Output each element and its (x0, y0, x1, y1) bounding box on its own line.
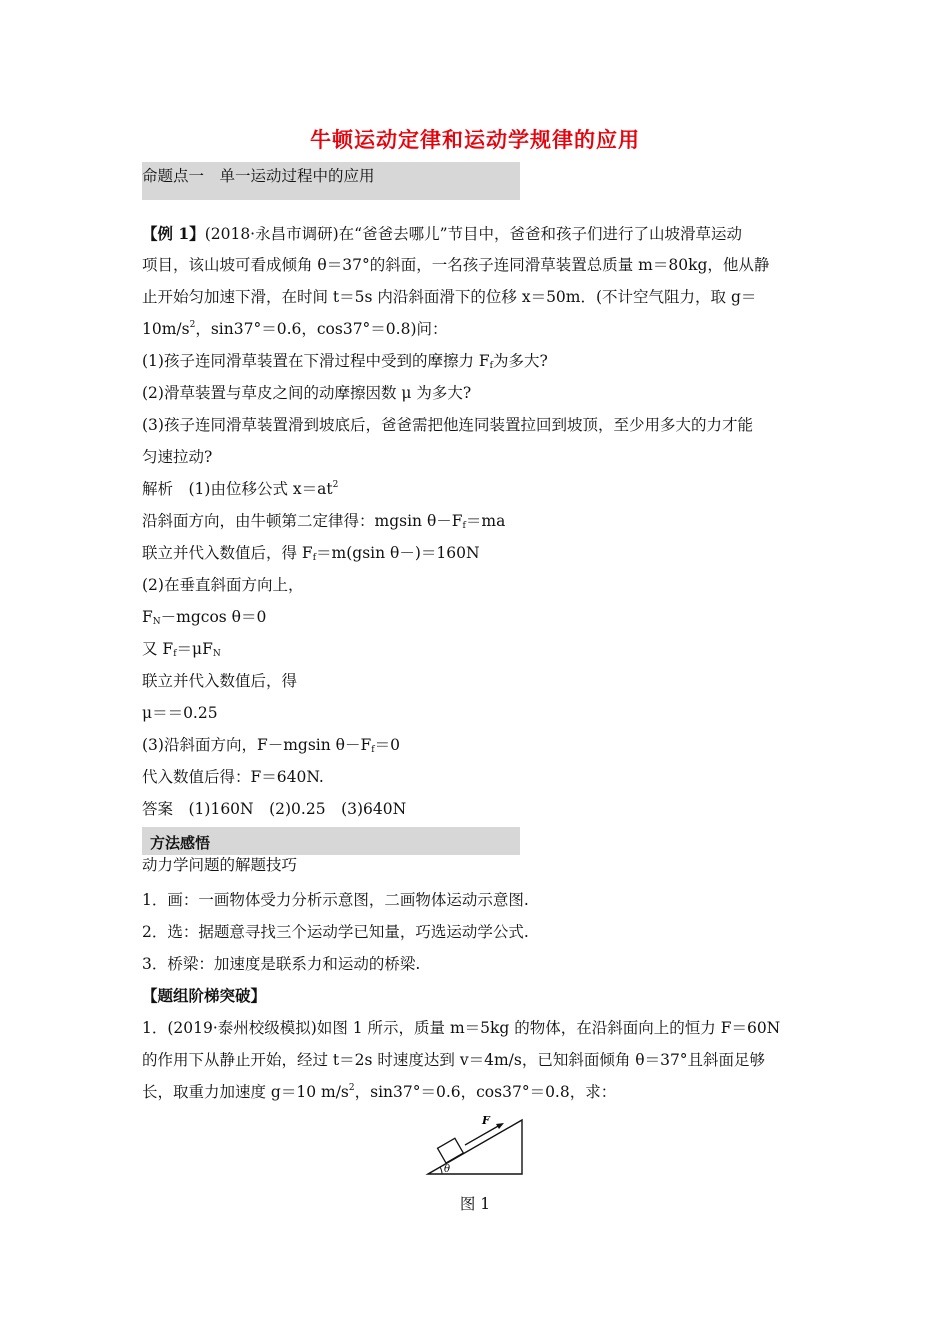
force-arrow-head (496, 1123, 504, 1129)
answer-line: 答案 (1)160N (2)0.25 (3)640N (142, 800, 407, 818)
force-label: F (482, 1114, 490, 1127)
problem-line-3: 长，取重力加速度 g＝10 $m/s^2$，sin37°＝0.6，cos37°＝0.8，求： (142, 1083, 617, 1101)
section-header-bar (142, 162, 520, 200)
solution-line-5: $F_N-mgcos$ θ＝0 (142, 608, 267, 627)
incline-figure (424, 1108, 534, 1178)
angle-label: θ (444, 1164, 451, 1175)
method-heading: 方法感悟 (150, 834, 211, 852)
block-on-incline (438, 1138, 464, 1163)
solution-line-1: 解析 (1)由位移公式 $x=at^2$ (142, 480, 339, 498)
question-2: (2)滑草装置与草皮之间的动摩擦因数 μ 为多大? (142, 384, 472, 402)
question-3-cont: 匀速拉动? (142, 448, 213, 466)
example-line-1: 【例 1】(2018·永昌市调研)在“爸爸去哪儿”节目中，爸爸和孩子们进行了山坡滑草运动 (142, 224, 743, 243)
ladder-heading: 【题组阶梯突破】 (142, 986, 267, 1005)
method-subheading: 动力学问题的解题技巧 (142, 856, 298, 874)
question-3: (3)孩子连同滑草装置滑到坡底后，爸爸需把他连同装置拉回到坡顶，至少用多大的力才能 (142, 416, 753, 434)
solution-line-6: 又 $F_f=\mu F_N$ (142, 640, 221, 659)
problem-line-2: 的作用下从静止开始，经过 t＝2s 时速度达到 v＝4m/s，已知斜面倾角 θ＝37°且斜面足够 (142, 1051, 766, 1069)
solution-line-7: 联立并代入数值后，得 (142, 672, 298, 690)
solution-line-9: (3)沿斜面方向，F－mgsin $\theta-F_f=0$ (142, 736, 400, 755)
angle-arc (440, 1167, 442, 1174)
method-item-3: 3．桥梁：加速度是联系力和运动的桥梁. (142, 955, 421, 973)
example-line-3: 止开始匀加速下滑，在时间 t＝5s 内沿斜面滑下的位移 x＝50m．(不计空气阻力，取 g＝ (142, 288, 757, 306)
method-heading-bar (142, 827, 520, 855)
figure-caption: 图 1 (459, 1195, 491, 1213)
example-line-2: 项目，该山坡可看成倾角 θ＝37°的斜面，一名孩子连同滑草装置总质量 m＝80kg，他从静 (142, 256, 770, 274)
method-item-2: 2．选：据题意寻找三个运动学已知量，巧选运动学公式. (142, 923, 529, 941)
page-title: 牛顿运动定律和运动学规律的应用 (310, 127, 640, 152)
example-line-4: $10m/s^2$，sin37°＝0.6，cos37°＝0.8)问： (142, 320, 448, 338)
method-item-1: 1．画：一画物体受力分析示意图，二画物体运动示意图. (142, 891, 529, 909)
section-header: 命题点一 单一运动过程中的应用 (142, 167, 375, 185)
question-1: (1)孩子连同滑草装置在下滑过程中受到的摩擦力 $F_f$为多大? (142, 352, 548, 371)
solution-line-2: 沿斜面方向，由牛顿第二定律得：mgsin $\theta-F_f=ma$ (142, 512, 506, 531)
solution-line-10: 代入数值后得：F＝640N. (142, 768, 324, 786)
solution-line-8: μ＝＝0.25 (142, 704, 218, 722)
solution-line-3: 联立并代入数值后，得 $F_f=m(gsin$ θ－)＝160N (142, 544, 480, 563)
solution-line-4: (2)在垂直斜面方向上， (142, 576, 304, 594)
problem-line-1: 1．(2019·泰州校级模拟)如图 1 所示，质量 m＝5kg 的物体，在沿斜面向上的恒力 F＝60N (142, 1019, 781, 1037)
example-label: 【例 1】 (142, 224, 205, 243)
